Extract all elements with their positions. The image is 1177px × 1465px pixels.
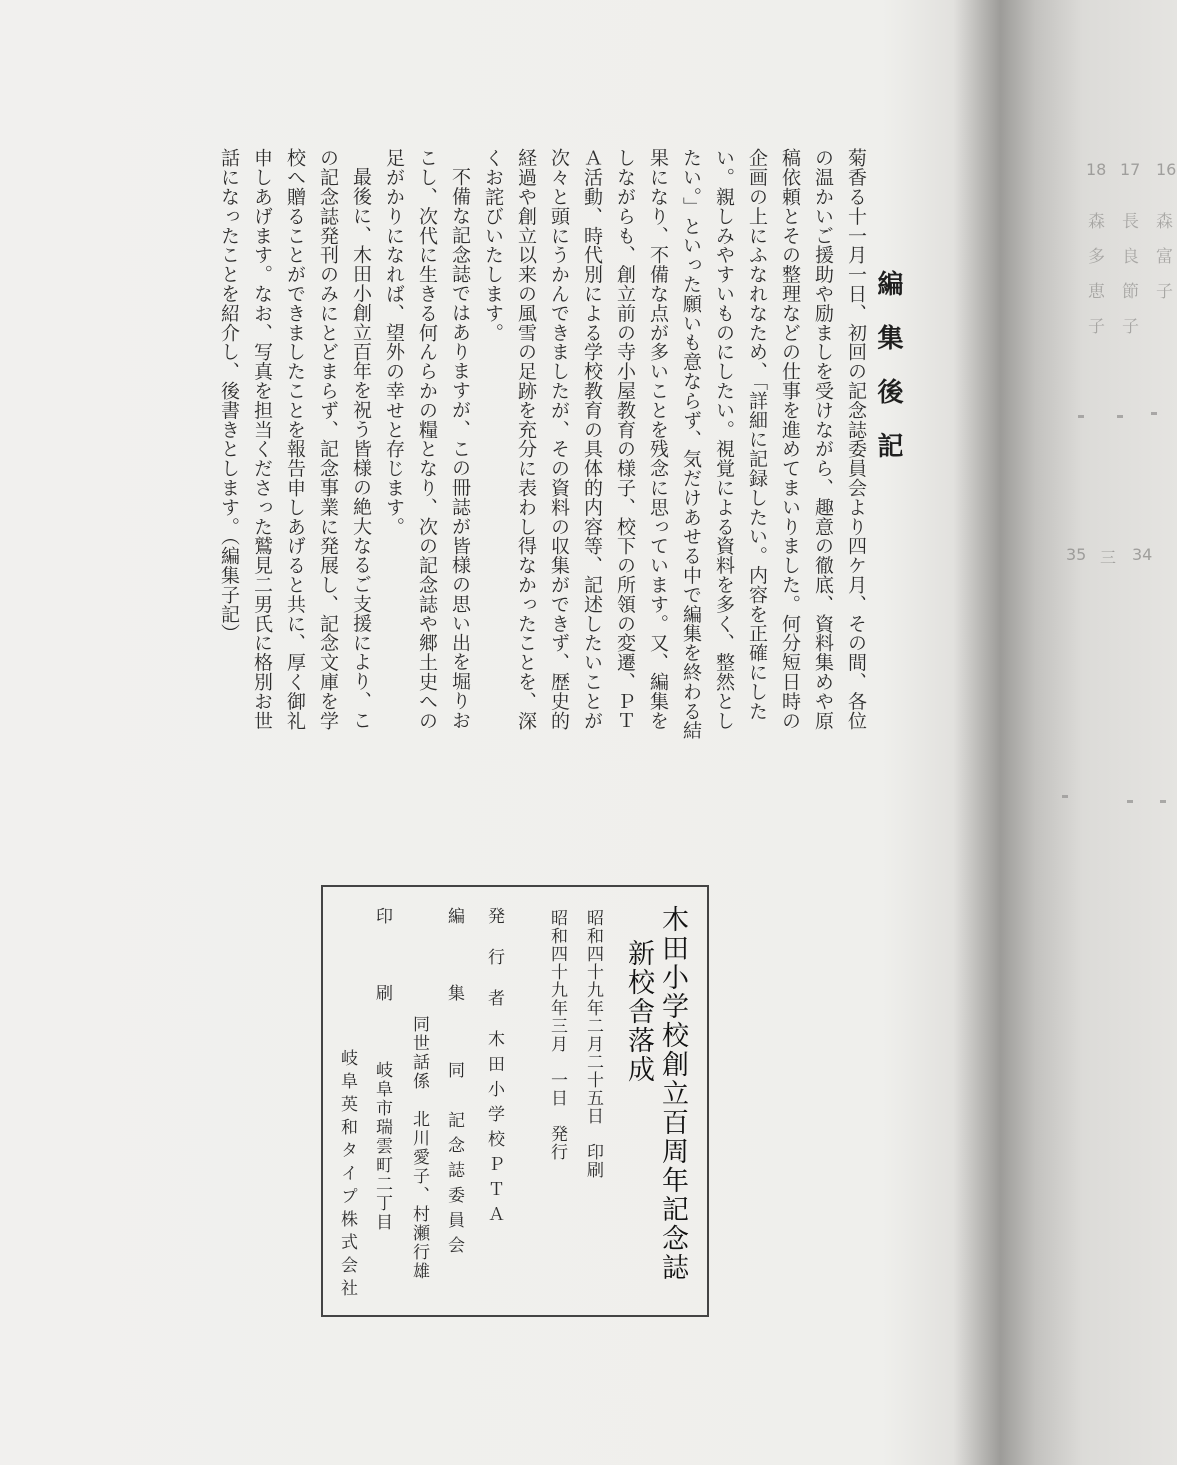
- printer-name-row: [335, 1049, 360, 1302]
- ghost-name-2: 長良節子: [1118, 212, 1138, 352]
- publisher-name: 木田小学校ＰＴＡ: [484, 1030, 504, 1230]
- editor-sub: 同世話係 北川愛子、村瀬行雄: [409, 1015, 429, 1281]
- editor-row: [442, 907, 467, 1261]
- printer-name: 岐阜英和タイプ株式会社: [337, 1049, 357, 1302]
- colophon-title-line1: 木田小学校創立百周年記念誌: [657, 905, 688, 1282]
- editor-name: 同 記念誌委員会: [444, 1061, 464, 1261]
- page-title: 編集後記: [873, 270, 903, 486]
- colophon-title-line2: 新校舎落成: [623, 939, 654, 1084]
- colophon-dates: [539, 909, 611, 1179]
- ghost-number-17: 17: [1120, 160, 1141, 179]
- colophon-box: [321, 885, 709, 1317]
- editor-sub-row: [407, 1015, 432, 1281]
- publisher-label: 発行者: [484, 907, 504, 1030]
- ghost-mark: [1062, 795, 1068, 798]
- ghost-number-16: 16: [1156, 160, 1177, 179]
- body-paragraph-1: 菊香る十一月一日、初回の記念誌委員会より四ケ月、その間、各位の温かいご援助や励ましを受けながら、趣意の徹底、資料集めや原稿依頼とその整理などの仕事を進めてまいりました。何分短日時の企画の上にふなれなため、「詳細に記録したい。内容を正確にしたい。親しみやすいものにしたい。視覚による資料を多く、整然としたい。」といった願いも意ならず、気だけあせる中で編集を終わる結果になり、不備な点が多いことを残念に思っています。又、編集をしながらも、創立前の寺小屋教育の様子、校下の所領の変遷、ＰＴＡ活動、時代別による学校教育の具体的内容等、記述したいことが次々と頭にうかんできましたが、その資料の収集ができず、歴史的経過や創立以来の風雪の足跡を充分に表わし得なかったことを、深くお詫びいたします。: [482, 148, 867, 740]
- printer-address: 岐阜市瑞雲町二丁目: [372, 1061, 392, 1232]
- ghost-number-34: 34: [1132, 545, 1153, 564]
- colophon-title: [621, 905, 689, 1282]
- ghost-mark: [1151, 412, 1157, 415]
- ghost-number-three: 三: [1100, 548, 1117, 567]
- ghost-mark: [1160, 800, 1166, 803]
- afterword-body: [212, 148, 872, 748]
- ghost-number-18: 18: [1086, 160, 1107, 179]
- ghost-mark: [1078, 415, 1084, 418]
- body-paragraph-2: 不備な記念誌ではありますが、この冊誌が皆様の思い出を堀りおこし、次代に生きる何んらかの糧となり、次の記念誌や郷土史への足がかりになれば、望外の幸せと存じます。: [383, 148, 471, 730]
- print-date: 昭和四十九年二月二十五日 印刷: [583, 909, 603, 1179]
- ghost-number-35: 35: [1066, 545, 1087, 564]
- body-paragraph-3: 最後に、木田小創立百年を祝う皆様の絶大なるご支援により、この記念誌発刊のみにとどまらず、記念事業に発展し、記念文庫を学校へ贈ることができましたことを報告申しあげると共に、厚く御礼申しあげます。なお、写真を担当くださった鷲見二男氏に格別お世話になったことを紹介し、後書きとします。（編集子記）: [218, 148, 372, 730]
- ghost-name-3: 森富子: [1152, 212, 1172, 317]
- issue-date: 昭和四十九年三月 一日 発行: [547, 909, 567, 1161]
- ghost-mark: [1127, 800, 1133, 803]
- ghost-mark: [1117, 415, 1123, 418]
- publisher-row: [482, 907, 507, 1230]
- printer-row: [370, 907, 395, 1232]
- ghost-name-1: 森多恵子: [1084, 212, 1104, 352]
- editor-label: 編集: [444, 907, 464, 1061]
- printer-label: 印刷: [372, 907, 392, 1061]
